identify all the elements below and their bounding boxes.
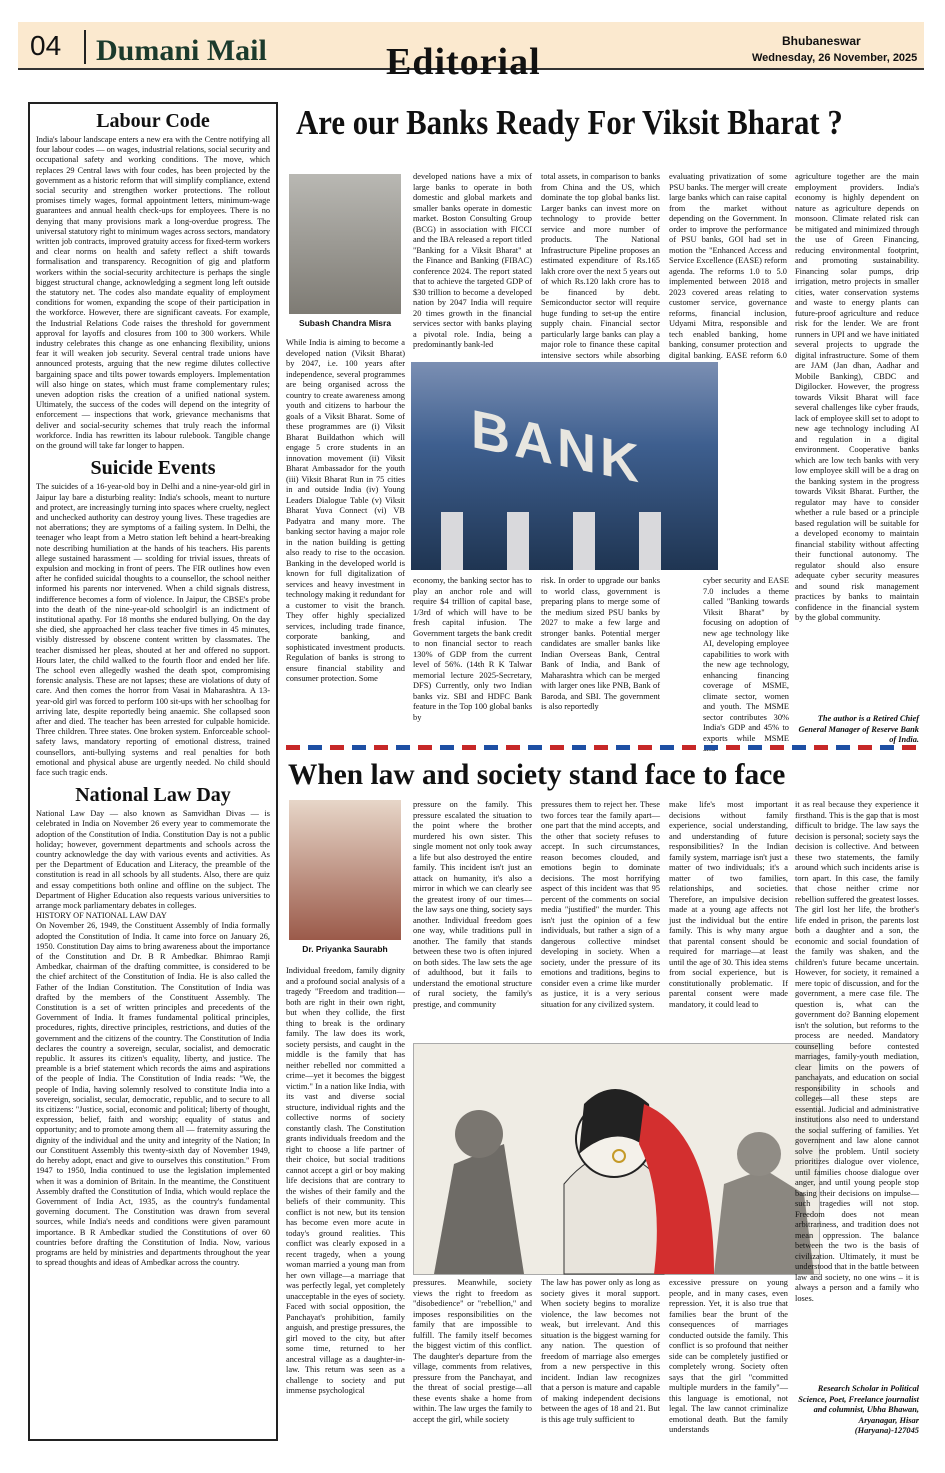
article2-col2b: pressures. Meanwhile, society views the right to freedom as "disobedience" or "rebellion," and imposes responsibilities on the family that are impossible to fulfill. The family itself becomes the biggest victim of this conflict. The daughter's departure from the village, comments from relatives, pressure from the Panchayat, and the threat of social prestige—all these events shake a home from within. The law urges the family to accept the girl, while society [413,1278,532,1424]
author2-caption: Dr. Priyanka Saurabh [302,944,388,954]
bank-pillar [573,512,595,570]
article1-col4a: evaluating privatization of some PSU banks. The merger will create large banks which can raise capital from the market without depending on the Government. In order to improve the performance of PSU banks, GOI had set in motion the "Enhanced Access and Service Excellence (EASE) reform agenda. The reforms 1.0 to 5.0 implemented between 2018 and 2023 covered areas relating to customer service, governance reforms, financial inclusion, Udyami Mitra, responsible and tech enabled banking, home banking, consumer protection and digital banking. EASE reform 6.0 [669,172,787,360]
article1-col3a: total assets, in comparison to banks from China and the US, which dominate the top global banks list. Larger banks can invest more on technology to provide better service and more number of products. The National Infrastructure Pipeline proposes an estimated expenditure of Rs.165 lakh crore over the next 5 years out of which Rs.120 lakh crore has to be financed by debt. Semiconductor sector will require huge funding to set-up the entire supply chain. Financial sector particularly large banks can play a major role to finance these capital intensive sectors while absorbing [541,172,660,360]
article2-col1: Individual freedom, family dignity and a profound social analysis of a tragedy "Freedom and tradition—both are right in their own right, but when they collide, the first thing to break is the ordinary family. The law does its work, society persists, and caught in the middle is the family that has neither rebelled nor committed a crime—yet it becomes the biggest victim." In a nation like India, with its vast and diverse social structure, individual rights and the collective norms of society constantly clash. The Constitution grants individuals freedom and the right to choose a life partner of their choice, but social traditions cannot accept a girl or boy making life decisions that are contrary to the wishes of their family and the beliefs of their community. This conflict is not new, but its tension has become even more acute in today's ground realities. This conflict was clearly exposed in a recent tragedy, when a young woman married a young man from her own village—a marriage that was perfectly legal, yet completely unacceptable in the eyes of society. Faced with social opposition, the Panchayat's prohibition, family anguish, and prestige pressures, the girl moved to the city, but after some time, returned to her ancestral village as a daughter-in-law. This return was seen as a challenge to society and put immense psychological [286,966,405,1395]
author1-photo [289,174,401,314]
suicide-text: The suicides of a 16-year-old boy in Delhi and a nine-year-old girl in Jaipur lay bare a disturbing reality: India's schools, meant to nurture and protect, are increasingly turning into spaces where cruelty, neglect and unchecked authority can destroy young lives. These tragedies are not aberrations; they are symptoms of a failing system. In Delhi, the teenager who leapt from a Metro station left behind a heart-breaking note describing humiliation at the hands of his teachers. His parents allege sustained harassment — scolding for trivial issues, threats of expulsion and mocking in front of peers. The FIR outlines how even after he confided suicidal thoughts to a counsellor, the school neither informed his parents nor intervened. When a child signals distress, indifference becomes a form of violence. In Jaipur, the CBSE's probe into the death of the nine-year-old schoolgirl is an indictment of institutional apathy. For 18 months she endured bullying. On the day she died, she approached her class teacher five times in 45 minutes, visibly distressed by obscene content written by classmates. The teacher dismissed her pleas, shouted at her and offered no support. Hours later, the child walked to the fourth floor and ended her life. The school even allegedly washed the death spot, compromising forensic analysis. These are not lapses; these are violations of duty of care. And then comes the horror from Vasai in Maharashtra. A 13-year-old girl was forced to perform 100 sit-ups with her schoolbag for arriving late, despite reportedly being anaemic. She collapsed soon after and died. The teacher has been arrested for culpable homicide. Three children. Three states. One broken system. Enforceable school-safety laws, mandatory reporting of emotional distress, trained counsellors, anti-bullying systems and real penalties for both emotional and physical abuse are urgently needed. No child should face such tragic ends. [36,482,270,777]
edition-city: Bhubaneswar [782,34,861,48]
edition-date: Wednesday, 26 November, 2025 [752,52,918,64]
lawday-heading: National Law Day [75,784,231,807]
article2-col2a: pressure on the family. This pressure escalated the situation to the point where the brother murdered his own sister. This single moment not only took away a life but also destroyed the entire family. This incident isn't just an attack on humanity, it's also a mirror in which we can clearly see the greatest irony of our times—the law says one thing, society says another. Individual freedom goes one way, while traditions pull in another. The family that stands between these two is often injured on both sides. The law sets the age of adulthood, but it fails to understand the emotional structure of rural society, the family's prestige, and community [413,800,532,1009]
page-number: 04 [30,30,62,61]
paper-name: Dumani Mail [96,34,267,67]
article2-col3b: The law has power only as long as society gives it moral support. When society begins to moralize violence, the law becomes not weak, but irrelevant. And this situation is the biggest warning for any nation. The question of freedom of marriage also emerges from a new perspective in this incident. Indian law recognizes that a person is mature and capable of making independent decisions between the ages of 18 and 21. But is this age truly sufficient to [541,1278,660,1424]
article1-col3b: risk. In order to upgrade our banks to world class, government is preparing plans to merge some of the medium sized PSU banks by 2027 to make a few large and stronger banks. Potential merger candidates are smaller banks like Indian Overseas Bank, Central Bank of India, and Bank of Maharashtra which can be merged with larger ones like PNB, Bank of Baroda, and SBI. The government is also reportedly [541,576,660,711]
masthead-divider [84,30,86,64]
article1-title: Are our Banks Ready For Viksit Bharat ? [296,103,843,142]
section-divider [286,745,918,750]
labour-text: India's labour landscape enters a new era with the Centre notifying all four labour codes — on wages, industrial relations, social security and occupational safety and working conditions. The move, which replaces 29 Central laws with four codes, has been projected by the government as a historic reform that will simplify compliance, extend social security and strengthen worker protections. The rollout promises timely wages, formal appointment letters, minimum-wage guarantees and annual health check-ups for employees. There is no denying that many provisions mark a long-overdue progress. The universal statutory right to minimum wages across sectors, mandatory written job contracts, improved gratuity access for fixed-term workers and clear norms on health and safety reflect a shift towards formalisation and transparency. Recognition of gig and platform workers within the social-security architecture is perhaps the single biggest structural change, acknowledging a segment long left outside the statutory net. The codes also mandate equality of employment conditions for women, expanding the scope of their participation in the workforce. However, there are significant caveats. For example, the Industrial Relations Code raises the threshold for government approval for layoffs and closures from 100 to 300 workers. While industry celebrates this change as one enhancing flexibility, unions fear it will weaken job security. Several central trade unions have announced protests, arguing that the new regime dilutes collective bargaining space and tilts power towards employers. Implementation will also hinge on states, which must frame complementary rules; uneven adoption risks the creation of a unified national system. Ultimately, the success of the codes will depend on the integrity of enforcement — inspections that work, grievance mechanisms that deliver and social-security schemes that truly reach the informal workforce. India has rewritten its labour rulebook. Tangible change on the ground will take far longer to happen. [36,135,270,451]
illustration-image [413,1043,820,1275]
bank-image [411,362,718,570]
article1-byline: The author is a Retired Chief General Manager of Reserve Bank of India. [798,714,919,744]
article2-col4a: make life's most important decisions without family experience, social understanding, and understanding of future responsibilities? In the Indian family system, marriage isn't just a matter of two individuals; it's a matter of two families, relationships, and societies. Therefore, an impulsive decision made at a young age affects not just the individual but the entire family. This is why many argue that parental consent should be required for marriage—at least until the age of 30. This idea stems from social experience, but is constitutionally problematic. If parental consent were made mandatory, it could lead to [669,800,788,1009]
author2-photo [289,800,401,940]
article1-col2b: economy, the banking sector has to play an anchor role and will require $4 trillion of capital base, 1/3rd of which will have to be fresh capital infusion. The Government targets the bank credit to non financial sector to reach 130% of GDP from the current level of 56%. (14th R K Talwar memorial lecture 2025-Secretary, DFS) Currently, only two Indian banks viz. SBI and HDFC Bank feature in the Top 100 global banks by [413,576,532,722]
lawday-text2: On November 26, 1949, the Constituent Assembly of India formally adopted the Constitution of India. It came into force on January 26, 1950. Constitution Day aims to bring awareness about the importance of the Constitution and Dr. B R Ambedkar. Bhimrao Ramji Ambedkar, chairman of the drafting committee, is considered to be the chief architect of the Constitution of India. He is also called the Father of the Indian Constitution. The Constitution of India was drafted by the members of the Constituent Assembly. The Constitution is a set of written principles and precedents of the Government of India. It frames fundamental political principles, procedures, rights, directive principles, restrictions, and duties of the government and the citizens of the country. The Constitution of India declares the country a sovereign, secular, socialist, and democratic republic. It assures its citizen's equality, liberty, and justice. The preamble is a brief statement which records the aims and aspirations of the people of India. The Constitution of India reads: "We, the people of India, having solemnly resolved to constitute India into a sovereign, socialist, secular, democratic, republic, and to secure to all its citizens: "Justice, social, economic and political; liberty of thought, expression, belief, faith and worship; equality of status and opportunity; and to promote among them all — fraternity assuring the dignity of the individual and the unity and integrity of the Nation; In our Constituent Assembly this twenty-sixth day of November 1949, do hereby adopt, enact and give to ourselves this constitution." From 1947 to 1950, India continued to use the legislation implemented when it was a dominion of Britain. In the meantime, the Constituent Assembly drafted the Constitution of India, which would replace the Government of India Act, 1935, as the country's fundamental governing document. The Constitution was drawn from several sources, while India's needs and conditions were given paramount importance. B R Ambedkar studied the Constitutions of over 60 countries before drafting the Constitution of India. Now, various programs are held by ministries and departments throughout the year to spread thoughts and ideas of Ambedkar across the country. [36,921,270,1268]
lawday-subhead: HISTORY OF NATIONAL LAW DAY [36,911,167,921]
article2-title: When law and society stand face to face [288,758,786,791]
suicide-heading: Suicide Events [90,457,216,480]
labour-heading: Labour Code [96,110,210,132]
author1-caption: Subash Chandra Misra [298,318,392,328]
bank-pillar [507,512,529,570]
article1-col4b: cyber security and EASE 7.0 includes a theme called "Banking towards Viksit Bharat" by focusing on adoption of new age technology like AI, developing employee capabilities to work with the new age technology, enhancing financing coverage of MSME, climate sector, women and youth. The MSME sector contributes 30% India's GDP and 45% to exports while MSME [703,576,789,743]
illustration-drawing [414,1044,819,1274]
article2-col5: it as real because they experience it firsthand. This is the gap that is most difficult to bridge. The law says the decision is personal; society says the decision is collective. And between these two statements, the family around which such incidents arise is torn apart. In this case, the family that chose neither crime nor rebellion suffered the greatest losses. The girl lost her life, the brother's life ended in prison, the parents lost both a daughter and a son, the economic and social foundation of the family was shaken, and the children's future became uncertain. However, for society, it remained a mere topic of discussion, and for the government, a mere case file. The question is, what can the government do? Banning elopement isn't the solution, but reforms to the process are needed. Mandatory counselling before contested marriages, family-youth mediation, clear limits on the powers of panchayats, and education on social responsibility in schools and colleges—all these steps are essential. Judicial and administrative institutions also need to understand the social suffering of families. Yet government and law alone cannot solve the problem. Until society prioritizes dialogue over violence, until families choose dialogue over anger, and until young people stop basing their decisions on impulse—such tragedies will not stop. Freedom does not mean arbitrariness, and tradition does not mean oppression. The balance between the two is the basis of civilization. Ultimately, it must be understood that in the battle between law and society, no one wins – it is always a person and a family who loses. [795,800,919,1303]
bank-pillar [441,512,463,570]
lawday-text: National Law Day — also known as Samvidhan Divas — is celebrated in India on November 26 every year to commemorate the adoption of the Constitution of India. Constitution Day is not a public holiday; however, government departments and schools across the country acknowledge the day with various events and activities. As per the Department of Education and Literacy, the preamble of the constitution is read in all schools by all students. Also, there are quiz and essay competitions both online and offline on the subject. The Department of Higher Education also requests various universities to arrange mock parliamentary debates in colleges. [36,809,270,911]
article1-col1: While India is aiming to become a developed nation (Viksit Bharat) by 2047, i.e. 100 years after independence, several programmes are being organised across the country to create awareness among youth and citizens to harbour the goals of a Viksit Bharat. Some of these programmes are (i) Viksit Bharat Buildathon which will engage 5 crore students in an innovation movement (ii) Viksit Bharat Ambassador for the youth (iii) Viksit Bharat Run in 75 cities in and outside India (iv) Young Leaders Dialogue Table (v) Viksit Bharat Yuva Connect (vi) VB Padyatra and many more. The banking sector having a major role in the nation building is getting also ready to rise to the occasion. Banking in the developed world is known for full digitalization of services and heavy investment in technology making it redundant for a customer to visit the branch. They offer highly specialized services, including trade finance, corporate banking, and sophisticated investment products. Regulation of banks is strong to ensure financial stability and consumer protection. Some [286,338,405,683]
article2-col4b: excessive pressure on young people, and in many cases, even repression. Yet, it is also true that families bear the brunt of the consequences of marriages conducted outside the family. This conflict is so profound that neither side can be completely justified or completely wrong. Society often says that the girl "committed multiple murders in the family"—this language is emotional, not legal. The law cannot criminalize emotional death. But the family understands [669,1278,788,1434]
article2-byline: Research Scholar in Political Science, Poet, Freelance journalist and columnist, Ubha Bhawan, Aryanagar, Hisar (Haryana)-127045 [798,1384,919,1435]
bank-sign-text: BANK [471,398,643,496]
section-title: Editorial [386,41,541,83]
article2-col3a: pressures them to reject her. These two forces tear the family apart—one part that the mind accepts, and the other that society refuses to accept. In such circumstances, reason becomes clouded, and emotions begin to dominate decisions. The most horrifying aspect of this incident was that 95 percent of the comments on social media "justified" the murder. This isn't just the opinion of a few individuals, but rather a sign of a dangerous collective mindset developing in society. When a society, under the pressure of its emotions and traditions, begins to consider even a crime like murder as justice, it is a very serious situation for any civilized system. [541,800,660,1009]
article1-col2a: developed nations have a mix of large banks to operate in both domestic and global markets and smaller banks operate in domestic market. Boston Consulting Group (BCG) in association with FICCI and the IBA released a report titled "Banking for a Viksit Bharat" at the Finance and Banking (FIBAC) conference 2024. The report stated that to achieve the targeted GDP of $30 trillion to become a developed nation by 2047 India will require 20 times growth in the financial services sector with banks playing a pivotal role. India, being a predominantly bank-led [413,172,532,349]
article1-col5: agriculture together are the main employment providers. India's economy is highly dependent on nature as agriculture depends on monsoon. Climate related risk can be mitigated and minimized through the use of Green Financing, reducing environmental footprint, and promoting sustainability. Financing solar pumps, drip irrigation, metro projects in smaller cities, water conservation systems and waste to energy plants can future-proof agriculture and reduce risk for the lender. We are front runners in UPI and we have initiated several projects to upgrade the digital infrastructure. Some of them are JAM (Jan dhan, Aadhar and Mobile Banking), CBDC and Digilocker. However, the progress towards Viksit Bharat will face several challenges like cyber frauds, lack of employee skill set to adopt to new age technology including AI and regulation in a digital environment. Cooperative banks which are low tech banks with very low employee skill will be a drag on the banking system in the progress towards Viksit Bharat. Further, the regulator may have to consider whether a rule based or a principle based regulation will be suitable for a developed economy to maintain financial stability without affecting their functional autonomy. The regulator should also ensure adequate cyber security measures and sound risk management practices by banks to maintain confidence in the financial system by the global community. [795,172,919,622]
bank-pillar [639,512,661,570]
sidebar-box [28,102,278,1441]
